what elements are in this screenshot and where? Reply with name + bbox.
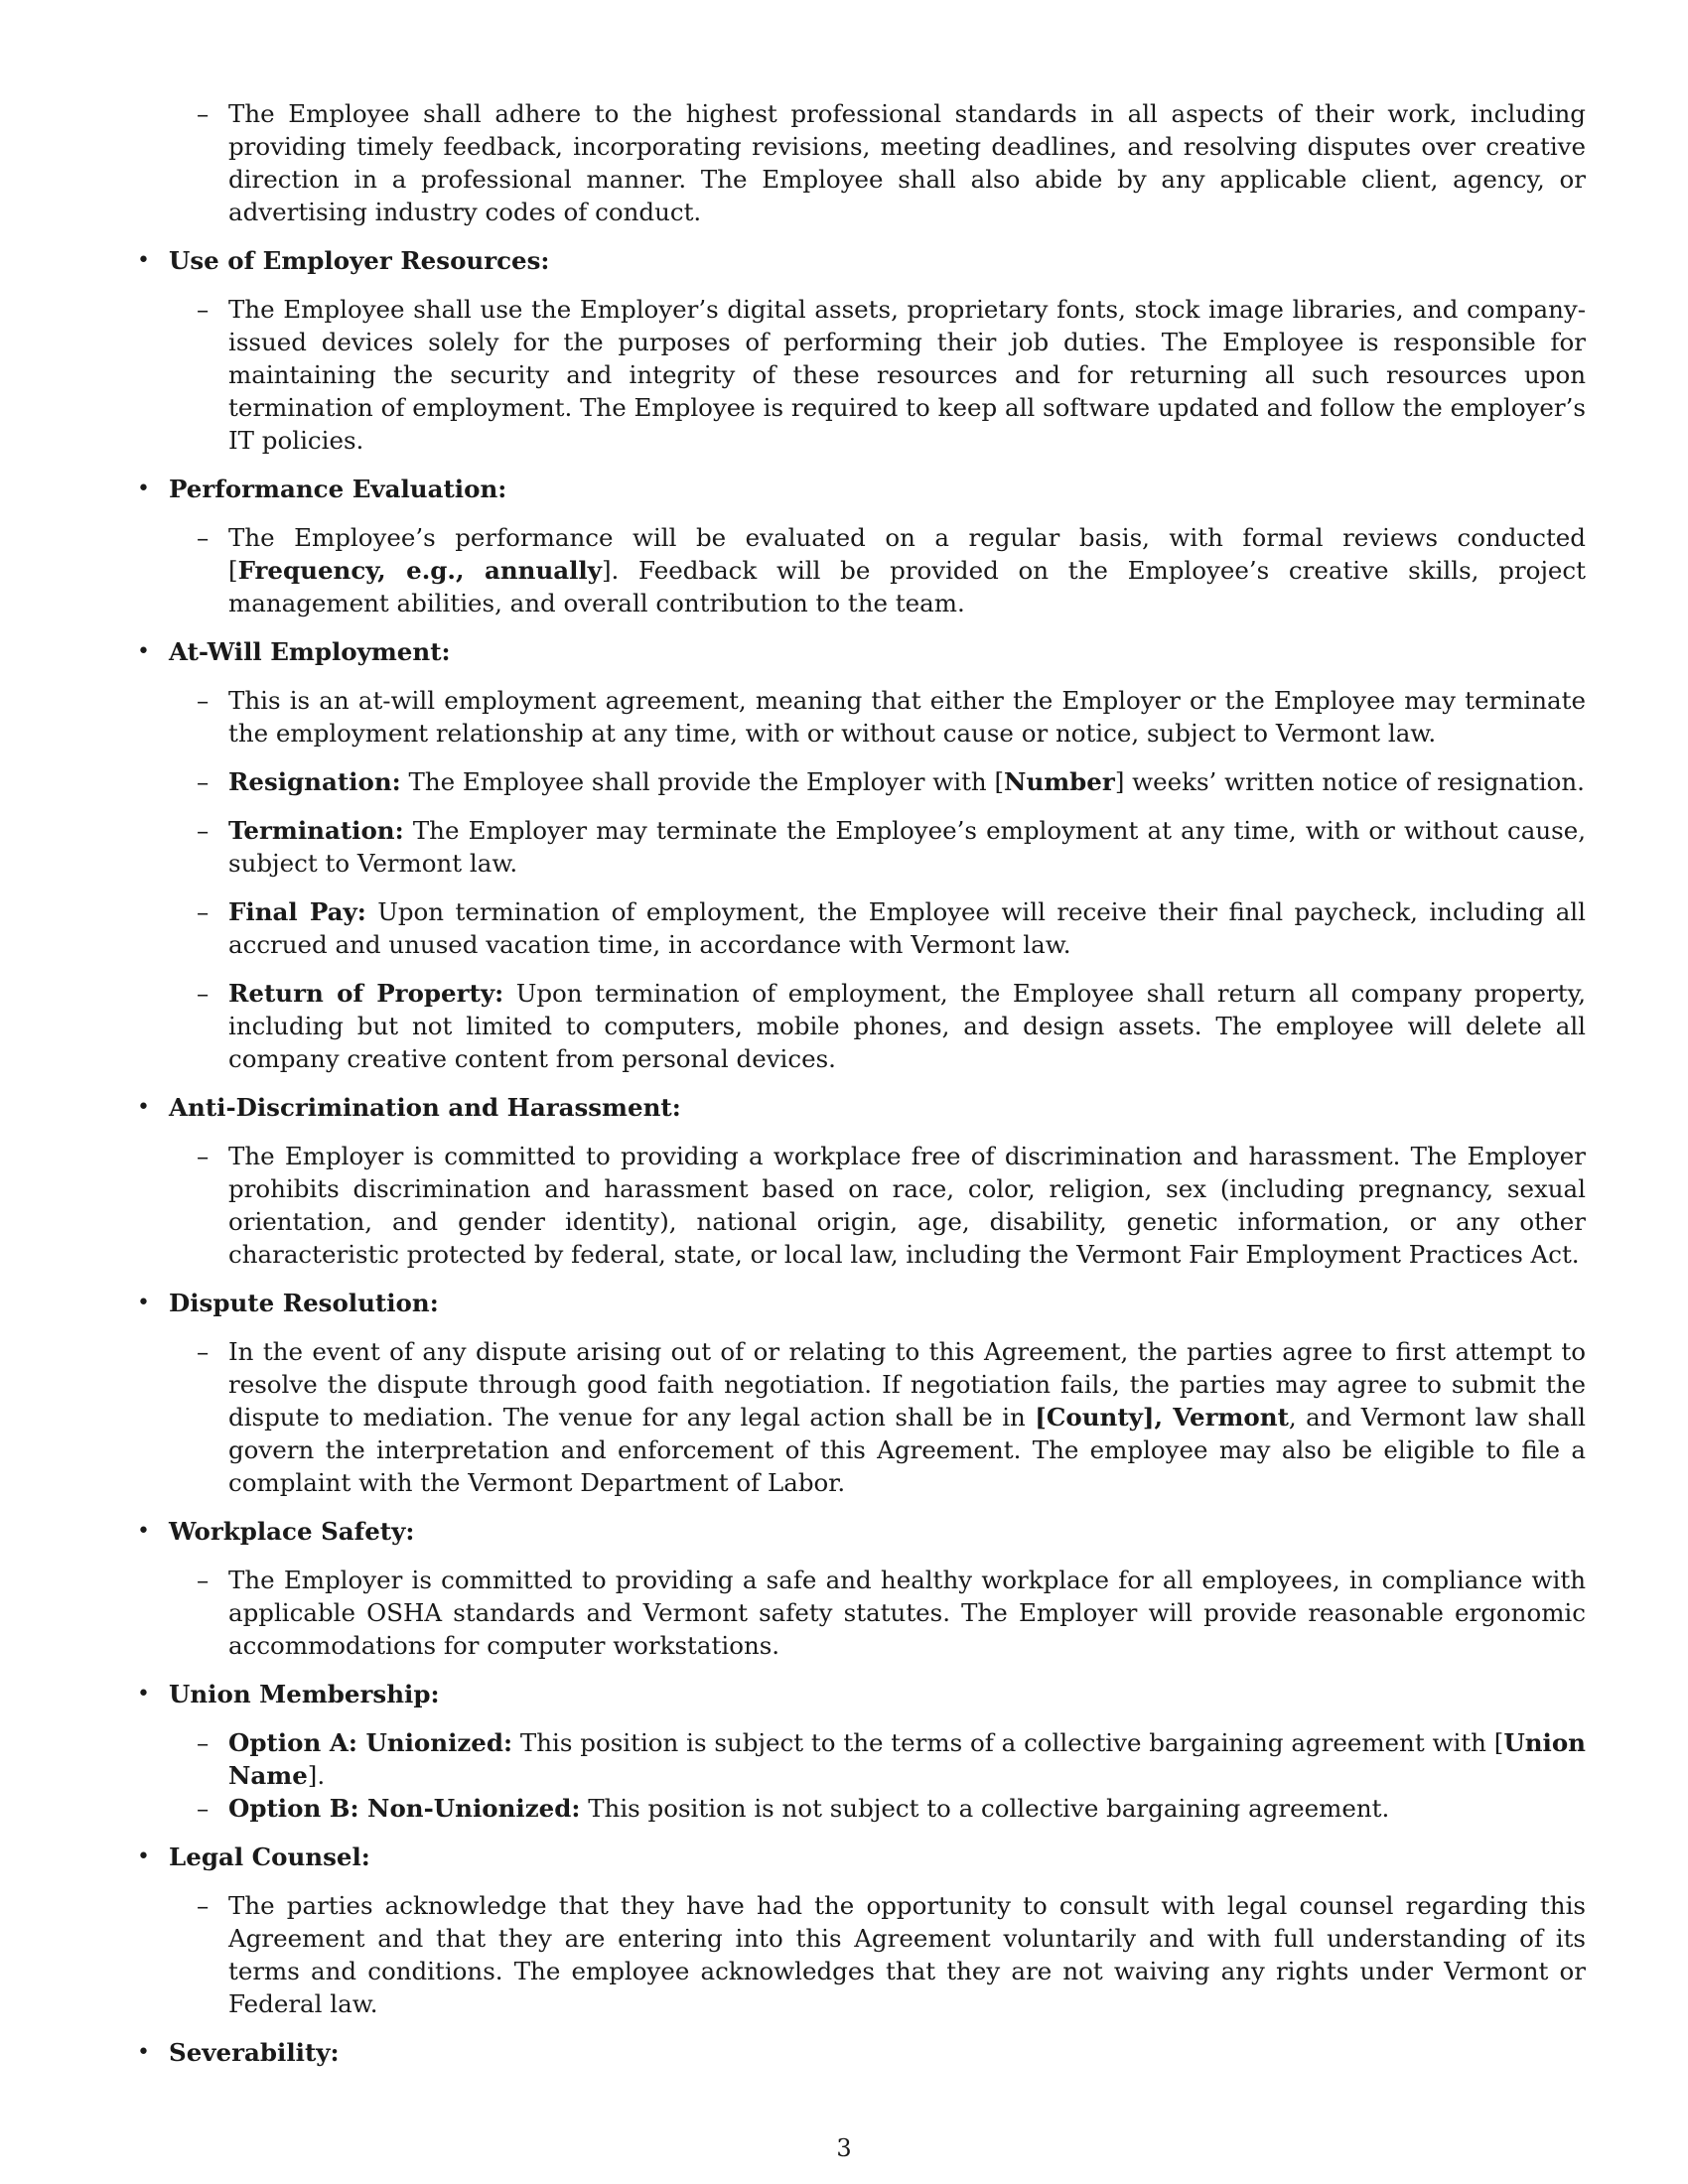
county-placeholder: [County], Vermont <box>1035 1403 1289 1432</box>
bullet-marker: • <box>137 1291 150 1315</box>
section-heading: At-Will Employment: <box>169 637 451 666</box>
safety-paragraph: – The Employer is committed to providing a safe and healthy workplace for all employees, in compliance with applicable OSHA standards and Vermont safety statutes. The Employer will provide reasonable ergonomic accommodations for computer workstations. <box>197 1566 1586 1660</box>
resources-paragraph: – The Employee shall use the Employer’s digital assets, proprietary fonts, stock image libraries, and company-issued devices solely for the purposes of performing their job duties. The Employee is responsible for maintaining the security and integrity of these resources and for returning all such resources upon termination of employment. The Employee is required to keep all software updated and follow the employer’s IT policies. <box>197 295 1586 455</box>
section-at-will-employment <box>134 635 1586 1075</box>
section-legal-counsel <box>134 1841 1586 2020</box>
final-pay-paragraph: – Final Pay: Upon termination of employment, the Employee will receive their final paycheck, including all accrued and unused vacation time, in accordance with Vermont law. <box>197 897 1586 959</box>
option-a-label: Option A: Unionized: <box>228 1728 513 1757</box>
union-option-b: – Option B: Non-Unionized: This position is not subject to a collective bargaining agreement. <box>197 1794 1390 1823</box>
dispute-paragraph: – In the event of any dispute arising out of or relating to this Agreement, the parties agree to first attempt to resolve the dispute through good faith negotiation. If negotiation fails, the parties may agree to submit the dispute to mediation. The venue for any legal action shall be in [County], Vermont, and Vermont law shall govern the interpretation and enforcement of this Agreement. The employee may also be eligible to file a complaint with the Vermont Department of Labor. <box>197 1337 1586 1497</box>
return-of-property-label: Return of Property: <box>228 979 504 1008</box>
final-pay-label: Final Pay: <box>228 897 366 926</box>
section-heading: Use of Employer Resources: <box>169 246 550 275</box>
termination-paragraph: – Termination: The Employer may terminate the Employee’s employment at any time, with or without cause, subject to Vermont law. <box>197 816 1586 878</box>
professional-standards-paragraph: – The Employee shall adhere to the highest professional standards in all aspects of their work, including providing timely feedback, incorporating revisions, meeting deadlines, and resolving disputes over creative direction in a professional manner. The Employee shall also abide by any applicable client, agency, or advertising industry codes of conduct. <box>197 99 1586 226</box>
section-anti-discrimination <box>134 1091 1586 1271</box>
section-heading: Union Membership: <box>169 1680 440 1708</box>
bullet-marker: • <box>137 2040 150 2065</box>
union-option-a: – Option A: Unionized: This position is subject to the terms of a collective bargaining agreement with [Union Name]. <box>197 1728 1586 1790</box>
bullet-marker: • <box>137 1095 150 1120</box>
union-name-placeholder: Union Name <box>228 1728 1586 1790</box>
legal-counsel-paragraph: – The parties acknowledge that they have had the opportunity to consult with legal counsel regarding this Agreement and that they are entering into this Agreement voluntarily and with full understanding of its terms and conditions. The employee acknowledges that they are not waiving any rights under Vermont or Federal law. <box>197 1891 1586 2018</box>
section-heading: Severability: <box>169 2038 340 2067</box>
section-performance-evaluation <box>134 473 1586 619</box>
frequency-placeholder: Frequency, e.g., annually <box>237 556 602 585</box>
section-workplace-safety <box>134 1515 1586 1662</box>
bullet-marker: • <box>137 477 150 501</box>
anti-discrimination-paragraph: – The Employer is committed to providing a workplace free of discrimination and harassment. The Employer prohibits discrimination and harassment based on race, color, religion, sex (including pregnancy, sexual orientation, and gender identity), national origin, age, disability, genetic information, or any other characteristic protected by federal, state, or local law, including the Vermont Fair Employment Practices Act. <box>197 1142 1586 1269</box>
section-heading: Legal Counsel: <box>169 1843 370 1871</box>
section-use-of-resources <box>134 244 1586 457</box>
section-heading: Performance Evaluation: <box>169 475 507 503</box>
bullet-marker: • <box>137 639 150 664</box>
page-number: 3 <box>836 2134 852 2162</box>
number-placeholder: Number <box>1004 767 1115 796</box>
termination-label: Termination: <box>228 816 404 845</box>
section-union-membership <box>134 1678 1586 1825</box>
bullet-marker: • <box>137 248 150 273</box>
section-dispute-resolution <box>134 1287 1586 1499</box>
resignation-label: Resignation: <box>228 767 401 796</box>
at-will-paragraph: – This is an at-will employment agreement, meaning that either the Employer or the Employee may terminate the employment relationship at any time, with or without cause or notice, subject to Vermont law. <box>197 686 1586 748</box>
bullet-marker: • <box>137 1519 150 1544</box>
bullet-marker: • <box>137 1682 150 1706</box>
section-heading: Workplace Safety: <box>169 1517 415 1546</box>
section-severability <box>134 2036 1586 2069</box>
resignation-paragraph: – Resignation: The Employee shall provide the Employer with [Number] weeks’ written notice of resignation. <box>197 767 1585 796</box>
performance-paragraph: – The Employee’s performance will be evaluated on a regular basis, with formal reviews conducted [Frequency, e.g., annually]. Feedback will be provided on the Employee’s creative skills, project management abilities, and overall contribution to the team. <box>197 523 1586 617</box>
bullet-marker: • <box>137 1844 150 1869</box>
section-heading: Anti-Discrimination and Harassment: <box>169 1093 681 1122</box>
document-page <box>134 97 1586 2083</box>
option-b-label: Option B: Non-Unionized: <box>228 1794 581 1823</box>
dash-marker: – <box>197 99 210 128</box>
section-heading: Dispute Resolution: <box>169 1289 439 1317</box>
return-of-property-paragraph: – Return of Property: Upon termination of employment, the Employee shall return all company property, including but not limited to computers, mobile phones, and design assets. The employee will delete all company creative content from personal devices. <box>197 979 1586 1073</box>
